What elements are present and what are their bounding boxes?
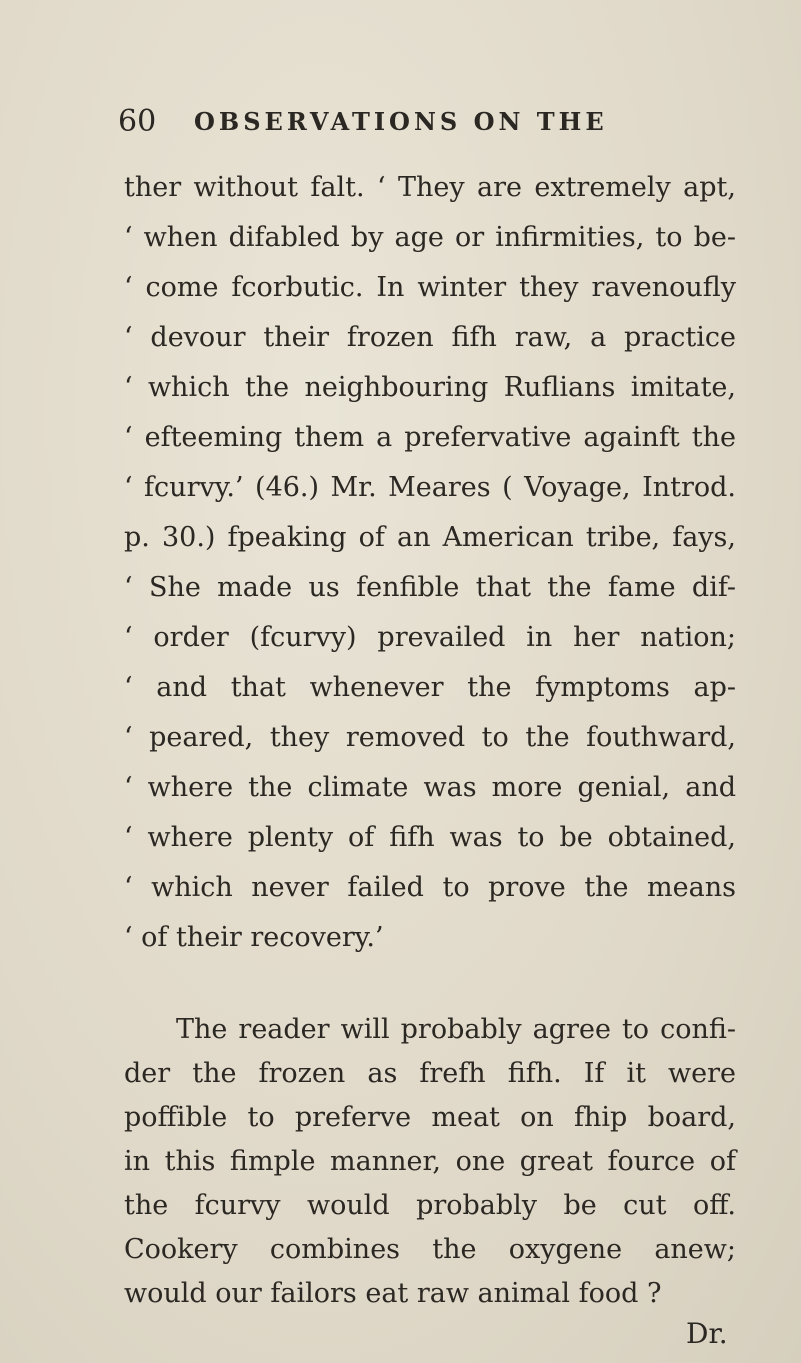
text-line: would our failors eat raw animal food ? [124, 1278, 662, 1309]
text-line: Cookery combines the oxygene anew; [124, 1234, 736, 1265]
text-line: der the frozen as frefh fifh. If it were [124, 1058, 736, 1089]
text-line: ‘ She made us fenfible that the fame dif- [124, 572, 736, 603]
text-line: ‘ where the climate was more genial, and [124, 772, 736, 803]
text-line: ‘ which the neighbouring Ruflians imitate, [124, 372, 736, 403]
page-number: 60 [118, 104, 157, 139]
text-line: ‘ of their recovery.’ [124, 922, 384, 953]
running-head: OBSERVATIONS ON THE [194, 107, 608, 136]
catchword: Dr. [686, 1317, 728, 1350]
text-line: p. 30.) fpeaking of an American tribe, fays, [124, 522, 736, 553]
text-line: ‘ fcurvy.’ (46.) Mr. Meares ( Voyage, Introd. [124, 472, 736, 503]
text-line: ‘ which never failed to prove the means [124, 872, 736, 903]
text-line: ‘ devour their frozen fifh raw, a practice [124, 322, 736, 353]
text-line: ‘ order (fcurvy) prevailed in her nation; [124, 622, 736, 653]
page-header [118, 104, 738, 144]
text-line: ‘ and that whenever the fymptoms ap- [124, 672, 736, 703]
text-line: ‘ when difabled by age or infirmities, to be- [124, 222, 736, 253]
text-line: ther without falt. ‘ They are extremely apt, [124, 172, 736, 203]
text-line: in this fimple manner, one great fource of [124, 1146, 736, 1177]
text-line: ‘ efteeming them a prefervative againft the [124, 422, 736, 453]
text-line: poffible to preferve meat on fhip board, [124, 1102, 736, 1133]
text-line: The reader will probably agree to confi- [176, 1014, 736, 1045]
text-line: ‘ come fcorbutic. In winter they ravenoufly [124, 272, 736, 303]
text-line: the fcurvy would probably be cut off. [124, 1190, 736, 1221]
text-line: ‘ where plenty of fifh was to be obtained, [124, 822, 736, 853]
text-line: ‘ peared, they removed to the fouthward, [124, 722, 736, 753]
